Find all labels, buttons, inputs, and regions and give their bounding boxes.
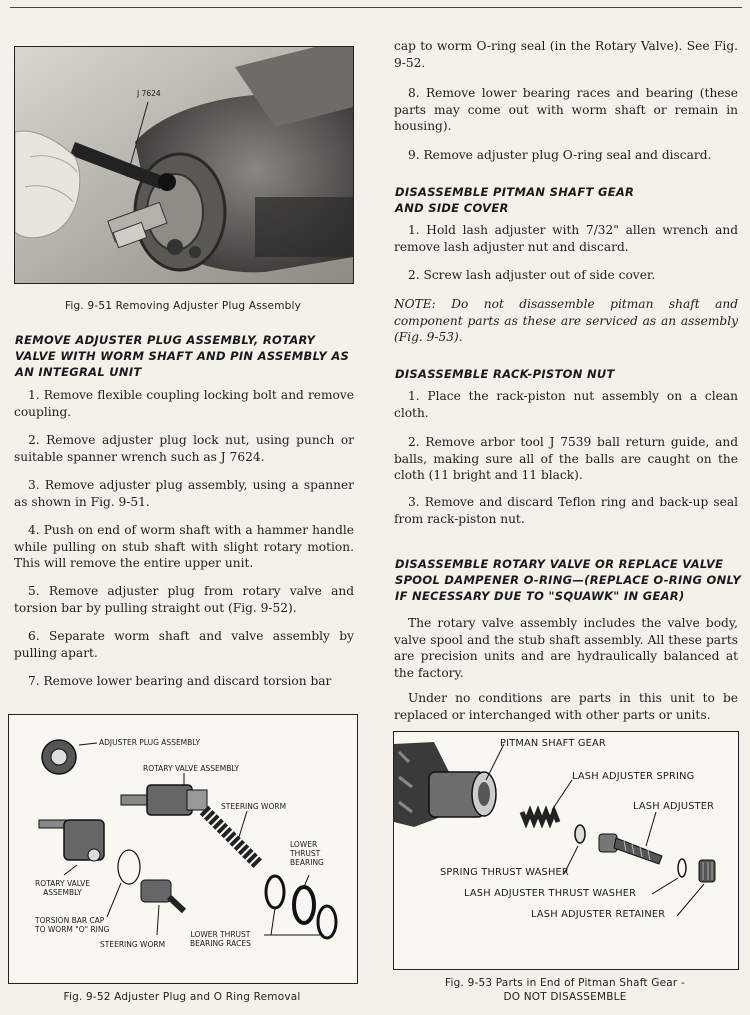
heading-remove-adjuster-plug-text: REMOVE ADJUSTER PLUG ASSEMBLY, ROTARY VALVE WITH WORM SHAFT AND PIN ASSEMBLY AS AN INTEGRAL UNIT <box>15 333 350 379</box>
left-step-6 <box>14 628 354 661</box>
left-step-5-text: 5. Remove adjuster plug from rotary valve and torsion bar by pulling straight out (Fig. 9-52). <box>14 584 354 615</box>
steering-gear-photo <box>15 47 353 283</box>
pitman-shaft-gear-part <box>394 742 496 827</box>
label-lower-thrust-bearing: LOWER THRUST BEARING <box>290 840 324 867</box>
left-step-2-text: 2. Remove adjuster plug lock nut, using punch or suitable spanner wrench such as J 7624. <box>14 433 354 464</box>
pitman-step-2-text: 2. Screw lash adjuster out of side cover. <box>408 268 656 282</box>
left-step-3 <box>14 477 354 510</box>
right-step-9-text: 9. Remove adjuster plug O-ring seal and discard. <box>408 148 712 162</box>
lash-adjuster-thrust-washer-part <box>678 859 686 877</box>
lower-thrust-race-2 <box>318 906 336 938</box>
lower-thrust-bearing-part <box>294 887 314 923</box>
adjuster-plug-part <box>42 740 76 774</box>
label-lash-adjuster-retainer: LASH ADJUSTER RETAINER <box>531 909 666 920</box>
pitman-step-2 <box>394 267 738 284</box>
label-lower-thrust-bearing-races: LOWER THRUST BEARING RACES <box>190 930 251 948</box>
rotary-paragraph-2-text: Under no conditions are parts in this unit to be replaced or interchanged with other parts or units. <box>394 691 738 722</box>
figure-9-53-caption-line2: DO NOT DISASSEMBLE <box>503 991 627 1003</box>
heading-disassemble-rotary-valve <box>395 556 741 604</box>
label-adjuster-plug-assembly: ADJUSTER PLUG ASSEMBLY <box>99 738 201 747</box>
lash-adjuster-retainer-part <box>699 860 715 882</box>
rotary-paragraph-1-text: The rotary valve assembly includes the valve body, valve spool and the stub shaft assembly. All these parts are precision units and are hydraulically balanced at the factory. <box>394 616 738 680</box>
lash-adjuster-part <box>599 834 662 864</box>
label-rotary-valve-assembly-top: ROTARY VALVE ASSEMBLY <box>143 764 240 773</box>
steering-worm-top-part <box>204 810 259 865</box>
steering-worm-bottom-part <box>141 880 184 911</box>
heading-remove-adjuster-plug <box>15 332 355 380</box>
spring-thrust-washer-part <box>575 825 585 843</box>
label-spring-thrust-washer: SPRING THRUST WASHER <box>440 867 569 878</box>
top-rule <box>10 7 742 8</box>
right-step-8-text: 8. Remove lower bearing races and bearing (these parts may come out with worm shaft or remain in housing). <box>394 86 738 134</box>
lash-adjuster-spring-part <box>522 812 558 822</box>
heading-disassemble-pitman <box>395 184 645 216</box>
left-step-4-text: 4. Push on end of worm shaft with a hammer handle while pulling on stub shaft with slight rotary motion. This will remove the entire upper unit. <box>14 523 354 571</box>
label-rotary-valve-assembly-left: ROTARY VALVE ASSEMBLY <box>35 879 90 897</box>
figure-9-52-caption: Fig. 9-52 Adjuster Plug and O Ring Removal <box>63 991 301 1003</box>
right-step-9 <box>394 147 738 164</box>
heading-disassemble-rack-piston <box>395 366 739 382</box>
rotary-paragraph-1 <box>394 615 738 681</box>
left-step-7 <box>14 673 354 690</box>
tool-label-j7624: J 7624 <box>137 89 161 98</box>
left-step-1-text: 1. Remove flexible coupling locking bolt and remove coupling. <box>14 388 354 419</box>
pitman-note <box>394 296 738 346</box>
label-steering-worm-bottom: STEERING WORM <box>100 940 166 949</box>
pitman-step-1 <box>394 222 738 255</box>
rotary-paragraph-2 <box>394 690 738 723</box>
rotary-valve-top-part <box>121 785 207 815</box>
figure-9-53-caption-line1: Fig. 9-53 Parts in End of Pitman Shaft Gear - <box>445 977 685 989</box>
left-step-4 <box>14 522 354 572</box>
right-continuation <box>394 38 738 71</box>
o-ring-part <box>118 850 140 884</box>
label-pitman-shaft-gear: PITMAN SHAFT GEAR <box>500 738 606 749</box>
pitman-note-text: NOTE: Do not disassemble pitman shaft and component parts as these are serviced as an assembly (Fig. 9-53). <box>394 297 738 345</box>
heading-disassemble-rack-piston-text: DISASSEMBLE RACK-PISTON NUT <box>395 367 615 381</box>
rack-step-1-text: 1. Place the rack-piston nut assembly on a clean cloth. <box>394 389 738 420</box>
pitman-shaft-gear-drawing <box>394 732 738 969</box>
rotary-valve-left-part <box>39 820 104 861</box>
rack-step-2-text: 2. Remove arbor tool J 7539 ball return guide, and balls, making sure all of the balls are caught on the cloth (11 bright and 11 black). <box>394 435 738 483</box>
label-lash-adjuster: LASH ADJUSTER <box>633 801 715 812</box>
label-lash-adjuster-spring: LASH ADJUSTER SPRING <box>572 771 695 782</box>
label-torsion-bar-cap: TORSION BAR CAP TO WORM "O" RING <box>35 916 110 934</box>
heading-disassemble-pitman-text: DISASSEMBLE PITMAN SHAFT GEAR AND SIDE COVER <box>395 185 635 215</box>
figure-9-52-diagram <box>8 714 358 984</box>
left-step-6-text: 6. Separate worm shaft and valve assembly by pulling apart. <box>14 629 354 660</box>
right-step-8 <box>394 85 738 135</box>
figure-9-51-caption: Fig. 9-51 Removing Adjuster Plug Assembly <box>64 300 302 312</box>
right-continuation-text: cap to worm O-ring seal (in the Rotary Valve). See Fig. 9-52. <box>394 39 738 70</box>
lower-thrust-race-1 <box>266 876 284 908</box>
heading-disassemble-rotary-valve-text: DISASSEMBLE ROTARY VALVE OR REPLACE VALVE SPOOL DAMPENER O-RING—(REPLACE O-RING ONLY IF NECESSARY DUE TO "SQUAWK" IN GEAR) <box>395 557 741 603</box>
figure-9-53-caption <box>393 976 737 1004</box>
rack-step-3 <box>394 494 738 527</box>
figure-9-53-diagram <box>393 731 739 970</box>
label-steering-worm-top: STEERING WORM <box>221 802 287 811</box>
figure-9-51-photo <box>14 46 354 284</box>
left-step-2 <box>14 432 354 465</box>
left-step-3-text: 3. Remove adjuster plug assembly, using a spanner as shown in Fig. 9-51. <box>14 478 354 509</box>
rack-step-2 <box>394 434 738 484</box>
rack-step-1 <box>394 388 738 421</box>
left-step-1 <box>14 387 354 420</box>
label-lash-adjuster-thrust-washer: LASH ADJUSTER THRUST WASHER <box>464 888 637 899</box>
pitman-step-1-text: 1. Hold lash adjuster with 7/32" allen wrench and remove lash adjuster nut and discard. <box>394 223 738 254</box>
left-step-7-text: 7. Remove lower bearing and discard torsion bar <box>28 674 332 688</box>
rack-step-3-text: 3. Remove and discard Teflon ring and back-up seal from rack-piston nut. <box>394 495 738 526</box>
left-step-5 <box>14 583 354 616</box>
